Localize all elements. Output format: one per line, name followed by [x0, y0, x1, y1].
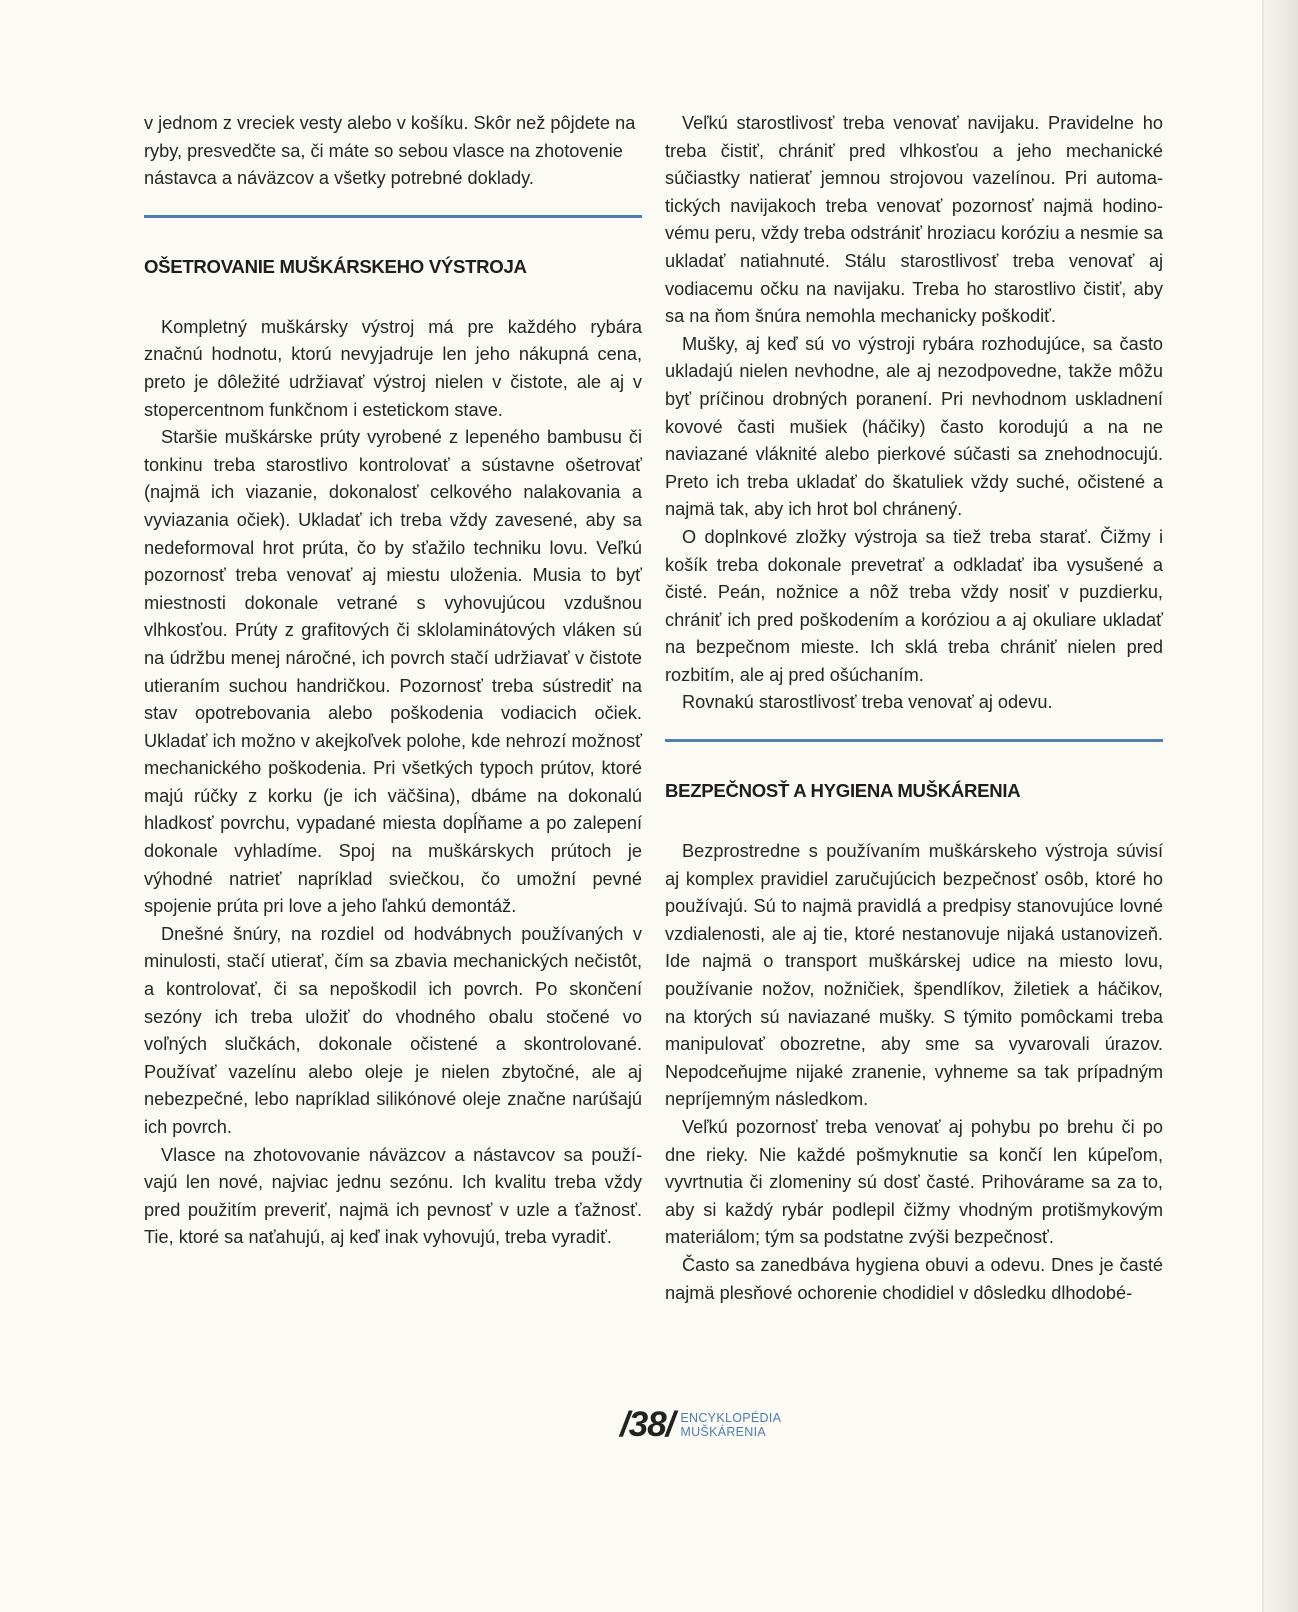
section-heading-safety: BEZPEČNOSŤ A HYGIENA MUŠKÁRENIA	[665, 780, 1021, 802]
paragraph: Vlasce na zhotovovanie náväzcov a nástavcov sa používajú len nové, najviac jednu sezónu. Ich kvalitu treba vždy pred použitím preveriť, najmä ich pevnosť v uzle a ťažnosť. Tie, ktoré sa naťahujú, aj keď inak vyhovujú, treba vyradiť.	[144, 1144, 642, 1248]
paragraph: Rovnakú starostlivosť treba venovať aj odevu.	[682, 692, 1053, 713]
series-title-line: MUŠKÁRENIA	[680, 1425, 767, 1439]
right-column	[665, 110, 1163, 1307]
paragraph: Staršie muškárske prúty vyrobené z lepeného bambusu či tonkinu treba starostlivo kontrolovať a sústavne ošetrovať (najmä ich viazanie, dokonalosť celkového nalakovania a vyviazania očiek). Ukladať ich treba vždy zavesené, aby sa nedeformoval hrot prúta, čo by sťažilo techniku lovu. Veľkú pozornosť treba venovať aj miestu uloženia. Musia to byť miestnosti dokonale vetrané s vyhovujúcou vzdušnou vlhkosťou. Prúty z grafitových či sklolaminátových vláken sú na údržbu menej náročné, ich povrch stačí udržiavať v čistote utieraním suchou handričkou. Pozornosť treba sústrediť na stav opotrebovania alebo poškodenia vodiacich očiek. Ukladať ich možno v akejkoľvek polohe, kde nehrozí možnosť mechanického poškodenia. Pri všetkých typoch prútov, ktoré majú rúčky z korku (je ich väčšina), dbáme na dokonalú hladkosť povrchu, vypadané miesta dopĺňame a po zalepení dokonale vyhladíme. Spoj na muškárskych prútoch je výhodné natrieť napríklad sviečkou, čo umožní pevné spojenie prúta pri love a jeho ľahkú demontáž.	[144, 427, 642, 917]
page-number: /38/	[620, 1405, 675, 1444]
paragraph: Mušky, aj keď sú vo výstroji rybára rozhodujúce, sa často ukladajú nielen nevhodne, ale aj nezodpovedne, takže môžu byť príčinou drobných poranení. Pri nevhodnom uskladnení kovové časti mušiek (háčiky) často korodujú a na ne naviazané vláknité alebo pierkové súčasti sa znehodnocujú. Preto ich treba ukladať do škatuliek vždy suché, očistené a najmä tak, aby ich hrot bol chránený.	[665, 333, 1163, 520]
paragraph: Veľkú starostlivosť treba venovať navijaku. Pravidelne ho treba čistiť, chrániť pred vlhkosťou a jeho mechanické súčiastky natierať jemnou strojovou vazelínou. Pri automatických navijakoch treba venovať pozornosť najmä hodinovému peru, vždy treba odstrániť hroziacu koróziu a nesmie sa ukladať natiahnuté. Stálu starostlivosť treba venovať aj vodiacemu očku na navijaku. Treba ho starostlivo čistiť, aby sa na ňom šnúra nemohla mechanicky poškodiť.	[665, 113, 1163, 327]
paragraph: Dnešné šnúry, na rozdiel od hodvábnych používaných v minulosti, stačí utierať, čím sa zbavia mechanických nečistôt, a kontrolovať, či sa nepoškodil ich povrch. Po skončení sezóny ich treba uložiť do vhodného obalu stočené vo voľných slučkách, dokonale očistené a skontrolované. Používať vazelínu alebo oleje je nielen zbytočné, ale aj nebezpečné, lebo napríklad silikónové oleje značne narúšajú ich povrch.	[144, 923, 642, 1137]
section-heading-care: OŠETROVANIE MUŠKÁRSKEHO VÝSTROJA	[144, 255, 527, 277]
series-title	[680, 1411, 781, 1439]
series-title-line: ENCYKLOPÉDIA	[680, 1411, 782, 1425]
page-footer	[620, 1405, 781, 1445]
paragraph: Veľkú pozornosť treba venovať aj pohybu po brehu či po dne rieky. Nie každé pošmyknutie sa končí len kúpeľom, vyvrtnutia či zlomeniny sú dosť časté. Prihovárame sa za to, aby si každý rybár podlepil čižmy vhodným protišmykovým materiálom; tým sa podstatne zvýši bezpečnosť.	[665, 1117, 1163, 1248]
intro-paragraph: v jednom z vreciek vesty alebo v košíku. Skôr než pôjdete na ryby, presvedčte sa, či máte so sebou vlasce na zhotovenie nástavca a náväzcov a všetky potrebné doklady.	[144, 113, 636, 189]
paragraph: Bezprostredne s používaním muškárskeho výstroja súvisí aj komplex pravidiel zaručujúcich bezpečnosť osôb, ktoré ho používajú. Sú to najmä pravidlá a predpisy stanovujúce lovné vzdialenosti, ale aj tie, ktoré nestanovuje nijaká ustanovizeň. Ide najmä o transport muškárskej udice na miesto lovu, používanie nožov, nožničiek, špendlíkov, žiletiek a háčikov, na ktorých sú naviazané mušky. S týmito pomôckami treba manipulovať obozretne, aby sme sa vyvarovali úrazov. Nepodceňujme nijaké zranenie, vyhneme sa tak prípadným nepríjemným následkom.	[665, 841, 1163, 1110]
page-edge-shadow	[1264, 0, 1298, 1612]
paragraph: Kompletný muškársky výstroj má pre každého rybára značnú hodnotu, ktorú nevyjadruje len jeho nákupná cena, preto je dôležité udržiavať výstroj nielen v čistote, ale aj v stopercentnom funkčnom i estetickom stave.	[144, 316, 642, 420]
left-column	[144, 110, 642, 1252]
paragraph: Často sa zanedbáva hygiena obuvi a odevu. Dnes je časté najmä plesňové ochorenie chodidiel v dôsledku dlhodobé-	[665, 1254, 1163, 1303]
paragraph: O doplnkové zložky výstroja sa tiež treba starať. Čižmy i košík treba dokonale prevetrať a odkladať iba vysušené a čisté. Peán, nožnice a nôž treba vždy nosiť v puzdierku, chrániť ich pred poškodením a koróziou a aj okuliare ukladať na bezpečnom mieste. Ich sklá treba chrániť nielen pred rozbitím, ale aj pred ošúchaním.	[665, 526, 1163, 685]
